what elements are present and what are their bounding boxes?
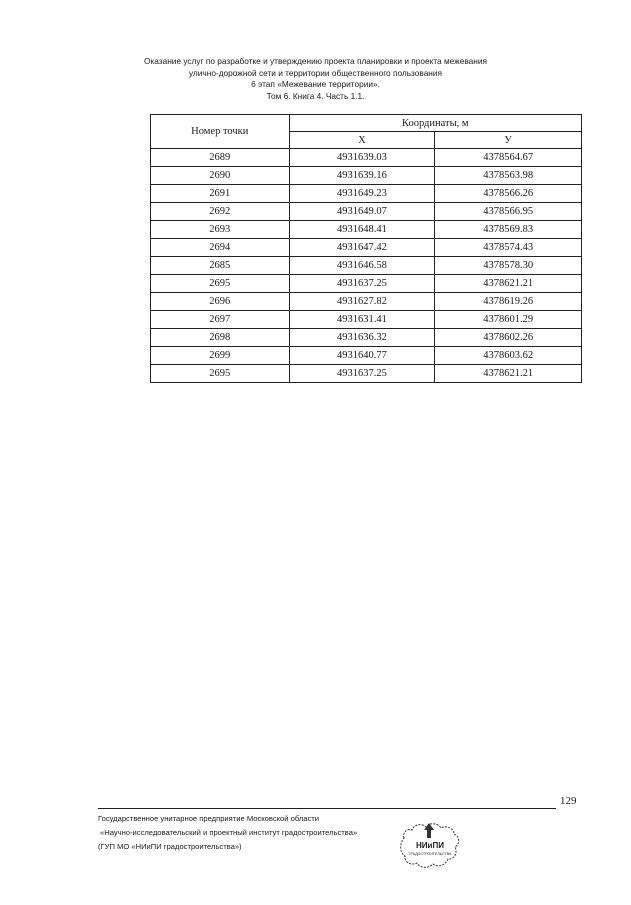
logo-subtext: ГРАДОСТРОИТЕЛЬСТВА (408, 852, 452, 856)
table-row (151, 167, 582, 185)
header-point-number: Номер точки (151, 115, 290, 149)
cell-x: 4931640.77 (289, 347, 435, 365)
footer-line-1: Государственное унитарное предприятие Московской области (98, 814, 320, 823)
table-row (151, 347, 582, 365)
cell-x: 4931649.23 (289, 185, 435, 203)
header-line: улично-дорожной сети и территории общественного пользования (188, 67, 443, 78)
header-coordinates: Координаты, м (289, 115, 581, 132)
document-footer (98, 812, 357, 854)
cell-point-number: 2693 (151, 221, 290, 239)
moscow-region-logo-icon (398, 820, 462, 872)
document-header (0, 56, 631, 102)
footer-line-2: «Научно-исследовательский и проектный институт градостроительства» (100, 828, 358, 837)
coordinates-table-body (151, 149, 582, 383)
header-line: 6 этап «Межевание территории». (251, 79, 380, 90)
cell-y: 4378563.98 (435, 167, 582, 185)
cell-y: 4378566.95 (435, 203, 582, 221)
coordinates-table (150, 114, 582, 383)
cell-y: 4378601.29 (435, 311, 582, 329)
cell-point-number: 2698 (151, 329, 290, 347)
cell-point-number: 2685 (151, 257, 290, 275)
table-row (151, 275, 582, 293)
header-line: Оказание услуг по разработке и утверждению проекта планировки и проекта межевания (144, 56, 487, 66)
cell-point-number: 2696 (151, 293, 290, 311)
cell-y: 4378619.26 (435, 293, 582, 311)
cell-point-number: 2690 (151, 167, 290, 185)
table-row (151, 365, 582, 383)
cell-x: 4931636.32 (289, 329, 435, 347)
header-x: X (289, 132, 435, 149)
footer-divider (98, 808, 556, 809)
footer-line-3: (ГУП МО «НИиПИ градостроительства») (98, 842, 242, 851)
cell-y: 4378569.83 (435, 221, 582, 239)
logo-text: НИиПИ (416, 841, 444, 850)
cell-point-number: 2692 (151, 203, 290, 221)
cell-point-number: 2694 (151, 239, 290, 257)
cell-x: 4931639.03 (289, 149, 435, 167)
table-row (151, 221, 582, 239)
cell-y: 4378578.30 (435, 257, 582, 275)
cell-y: 4378564.67 (435, 149, 582, 167)
table-row (151, 311, 582, 329)
cell-y: 4378603.62 (435, 347, 582, 365)
cell-x: 4931648.41 (289, 221, 435, 239)
cell-point-number: 2691 (151, 185, 290, 203)
cell-x: 4931631.41 (289, 311, 435, 329)
cell-y: 4378602.26 (435, 329, 582, 347)
cell-x: 4931637.25 (289, 365, 435, 383)
cell-y: 4378621.21 (435, 365, 582, 383)
page-number: 129 (560, 795, 577, 807)
cell-x: 4931646.58 (289, 257, 435, 275)
header-line: Том 6. Книга 4. Часть 1.1. (266, 90, 365, 101)
table-row (151, 185, 582, 203)
cell-y: 4378621.21 (435, 275, 582, 293)
header-y: У (435, 132, 582, 149)
table-row (151, 257, 582, 275)
cell-y: 4378574.43 (435, 239, 582, 257)
cell-point-number: 2689 (151, 149, 290, 167)
cell-point-number: 2699 (151, 347, 290, 365)
table-row (151, 293, 582, 311)
cell-x: 4931627.82 (289, 293, 435, 311)
table-row (151, 329, 582, 347)
cell-x: 4931639.16 (289, 167, 435, 185)
cell-point-number: 2695 (151, 275, 290, 293)
cell-point-number: 2697 (151, 311, 290, 329)
cell-x: 4931637.25 (289, 275, 435, 293)
cell-x: 4931649.07 (289, 203, 435, 221)
table-row (151, 149, 582, 167)
cell-y: 4378566.26 (435, 185, 582, 203)
cell-x: 4931647.42 (289, 239, 435, 257)
table-row (151, 203, 582, 221)
cell-point-number: 2695 (151, 365, 290, 383)
table-row (151, 239, 582, 257)
